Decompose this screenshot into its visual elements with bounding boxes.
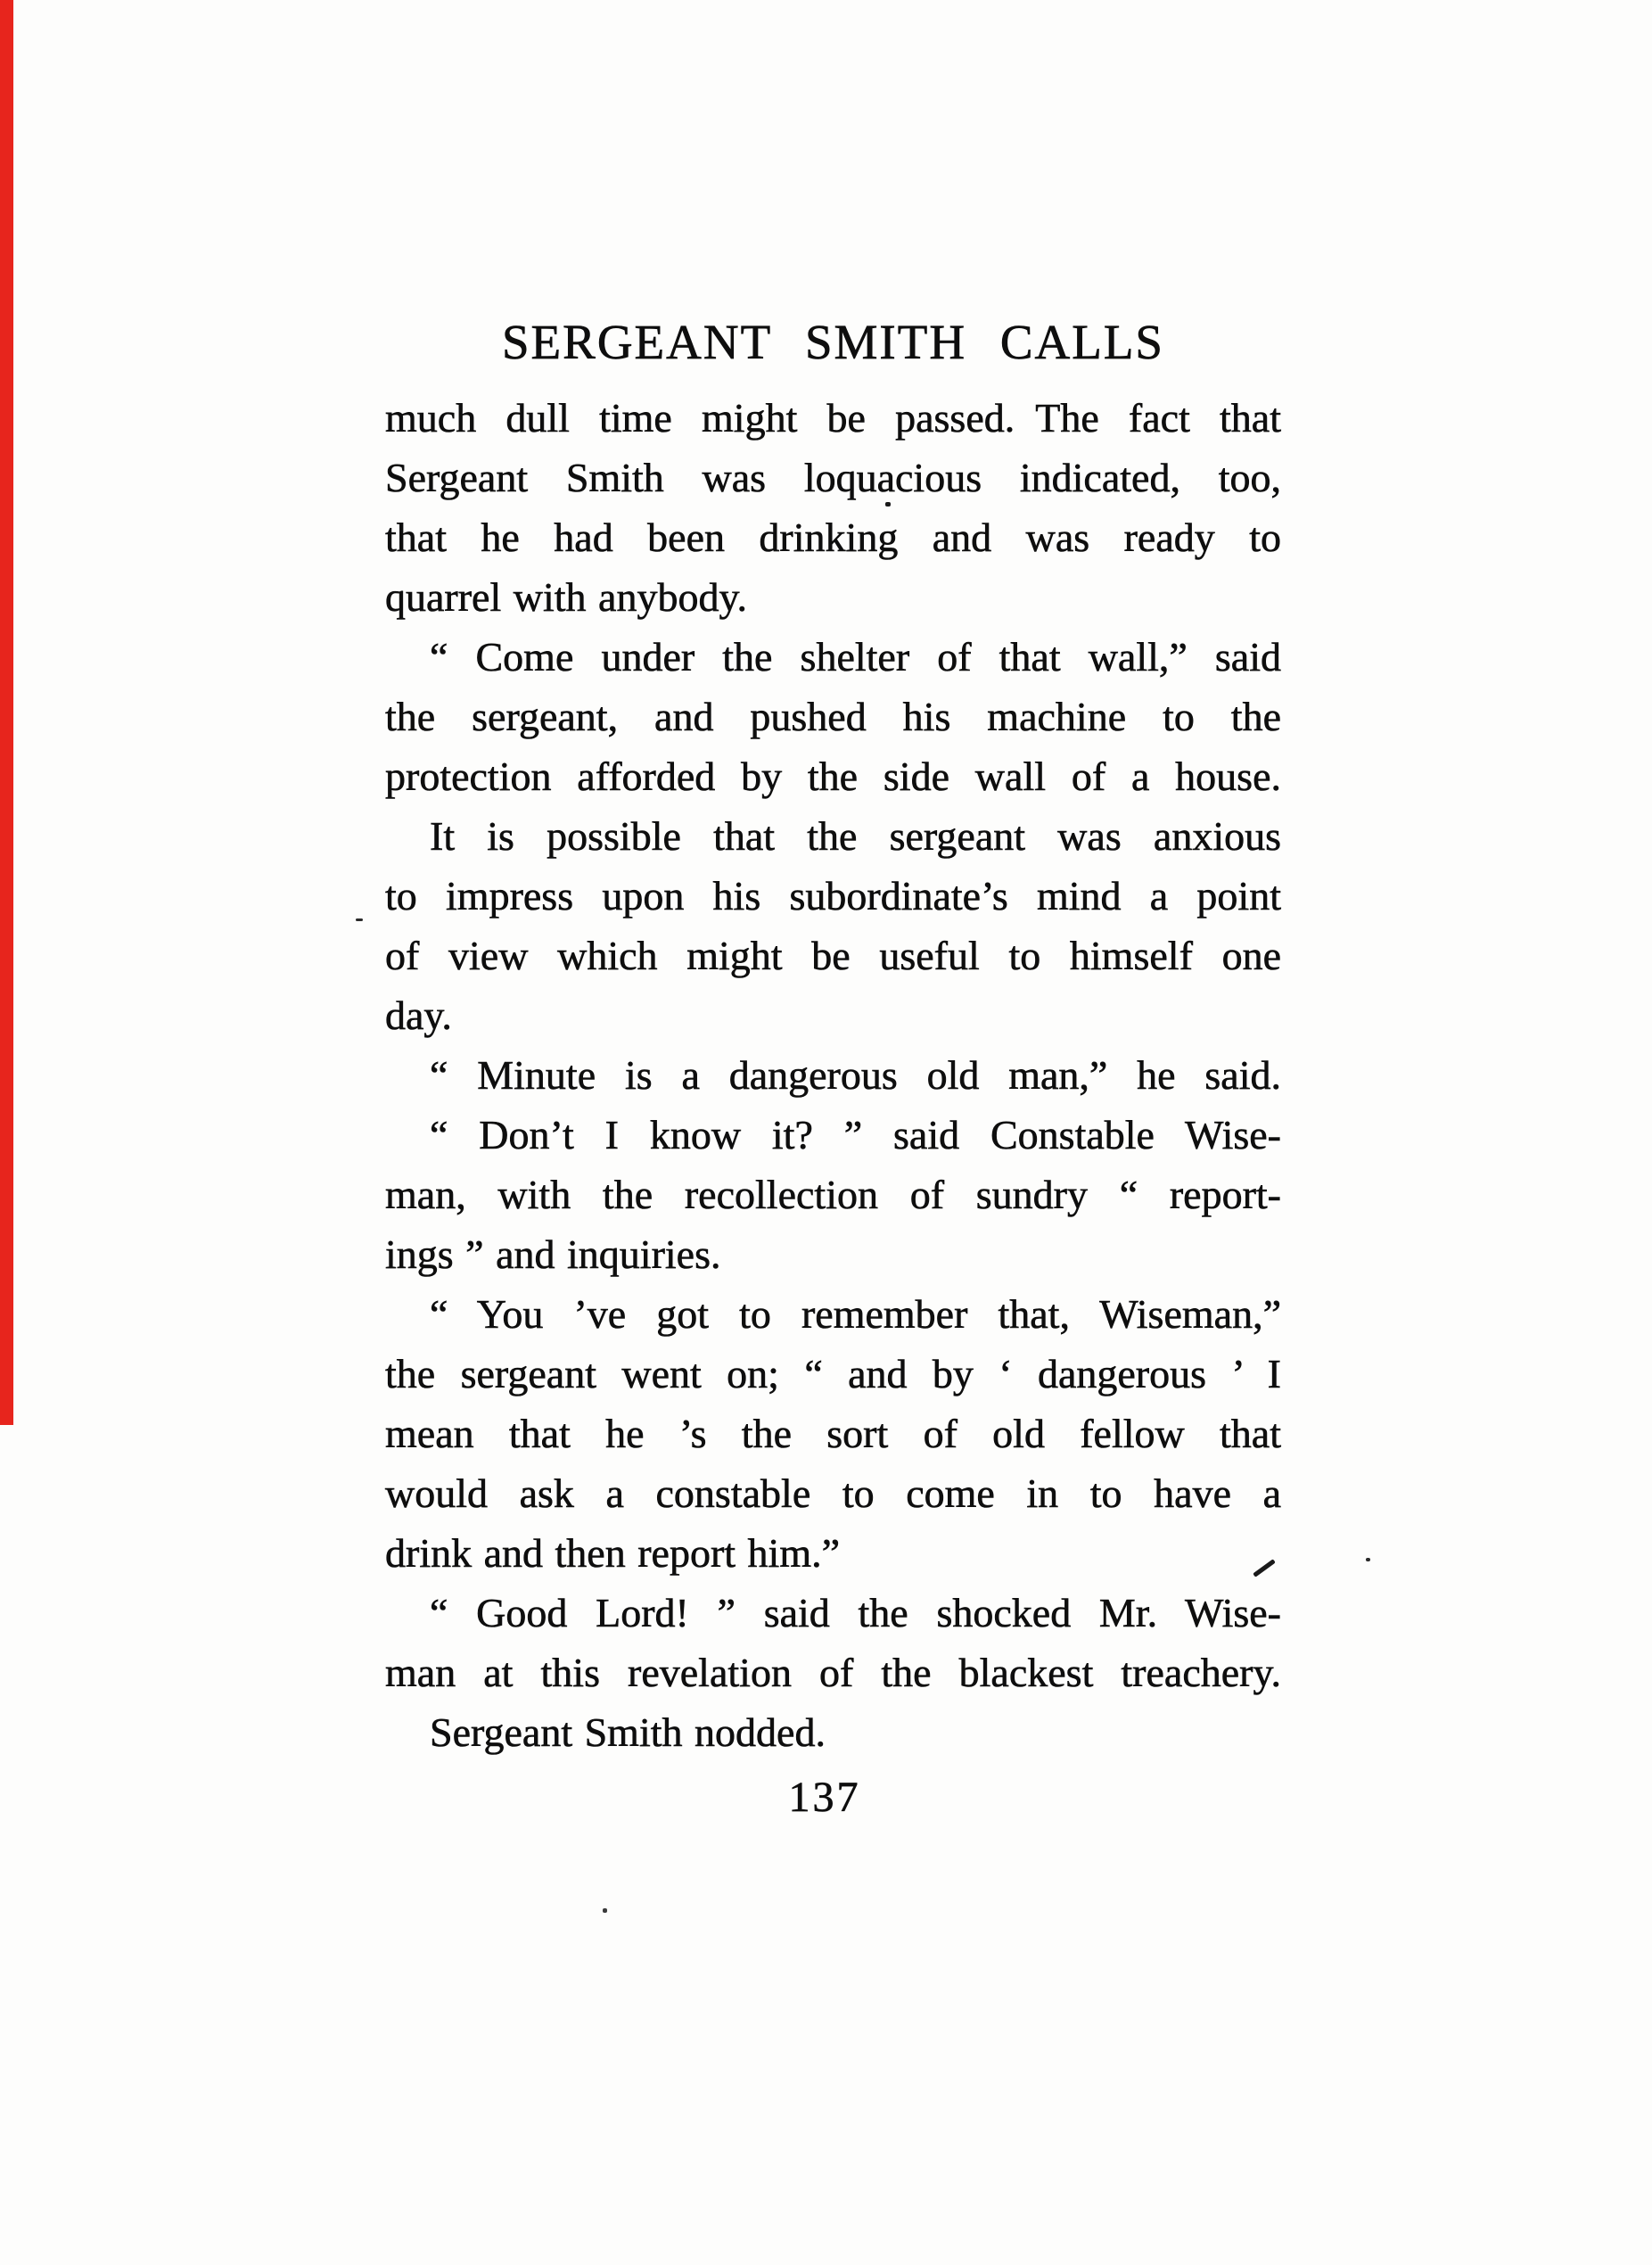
text-line: much dull time might be passed. The fact that [385,395,1281,441]
text-line: “ Don’t I know it? ” said Constable Wise- [430,1112,1281,1157]
body-text-block [385,388,1281,1762]
text-line: drink and then report him.” [385,1530,841,1576]
text-line: mean that he ’s the sort of old fellow that [385,1411,1281,1456]
text-line: to impress upon his subordinate’s mind a point [385,873,1281,918]
text-line: day. [385,992,452,1038]
text-line: Sergeant Smith nodded. [430,1709,826,1755]
text-line: protection afforded by the side wall of a house. [385,754,1281,799]
text-line: “ You ’ve got to remember that, Wiseman,” [430,1291,1281,1337]
text-line: Sergeant Smith was loquacious indicated, too, [385,455,1281,500]
text-line: man at this revelation of the blackest treachery. [385,1650,1281,1695]
text-line: man, with the recollection of sundry “ report- [385,1172,1281,1217]
text-line: “ Come under the shelter of that wall,” said [430,634,1281,680]
text-line: “ Minute is a dangerous old man,” he said. [430,1052,1281,1098]
text-line: would ask a constable to come in to have a [385,1470,1281,1516]
text-line: “ Good Lord! ” said the shocked Mr. Wise- [430,1590,1281,1635]
ink-dot-bottom [603,1908,607,1913]
text-line: the sergeant went on; “ and by ‘ dangerous ’ I [385,1351,1281,1396]
page-number: 137 [788,1774,861,1821]
page-edge-mark [0,0,13,1425]
ink-speck-after-was [885,502,891,507]
text-line: It is possible that the sergeant was anxious [430,813,1281,859]
text-line: quarrel with anybody. [385,574,747,620]
running-header-title: SERGEANT SMITH CALLS [501,315,1165,369]
text-line: the sergeant, and pushed his machine to the [385,694,1281,739]
text-line: of view which might be useful to himself one [385,933,1281,978]
text-line: that he had been drinking and was ready to [385,515,1281,560]
text-line: ings ” and inquiries. [385,1231,721,1277]
ink-dot-right-margin [1366,1558,1370,1561]
ink-dash-left-margin [356,918,363,921]
